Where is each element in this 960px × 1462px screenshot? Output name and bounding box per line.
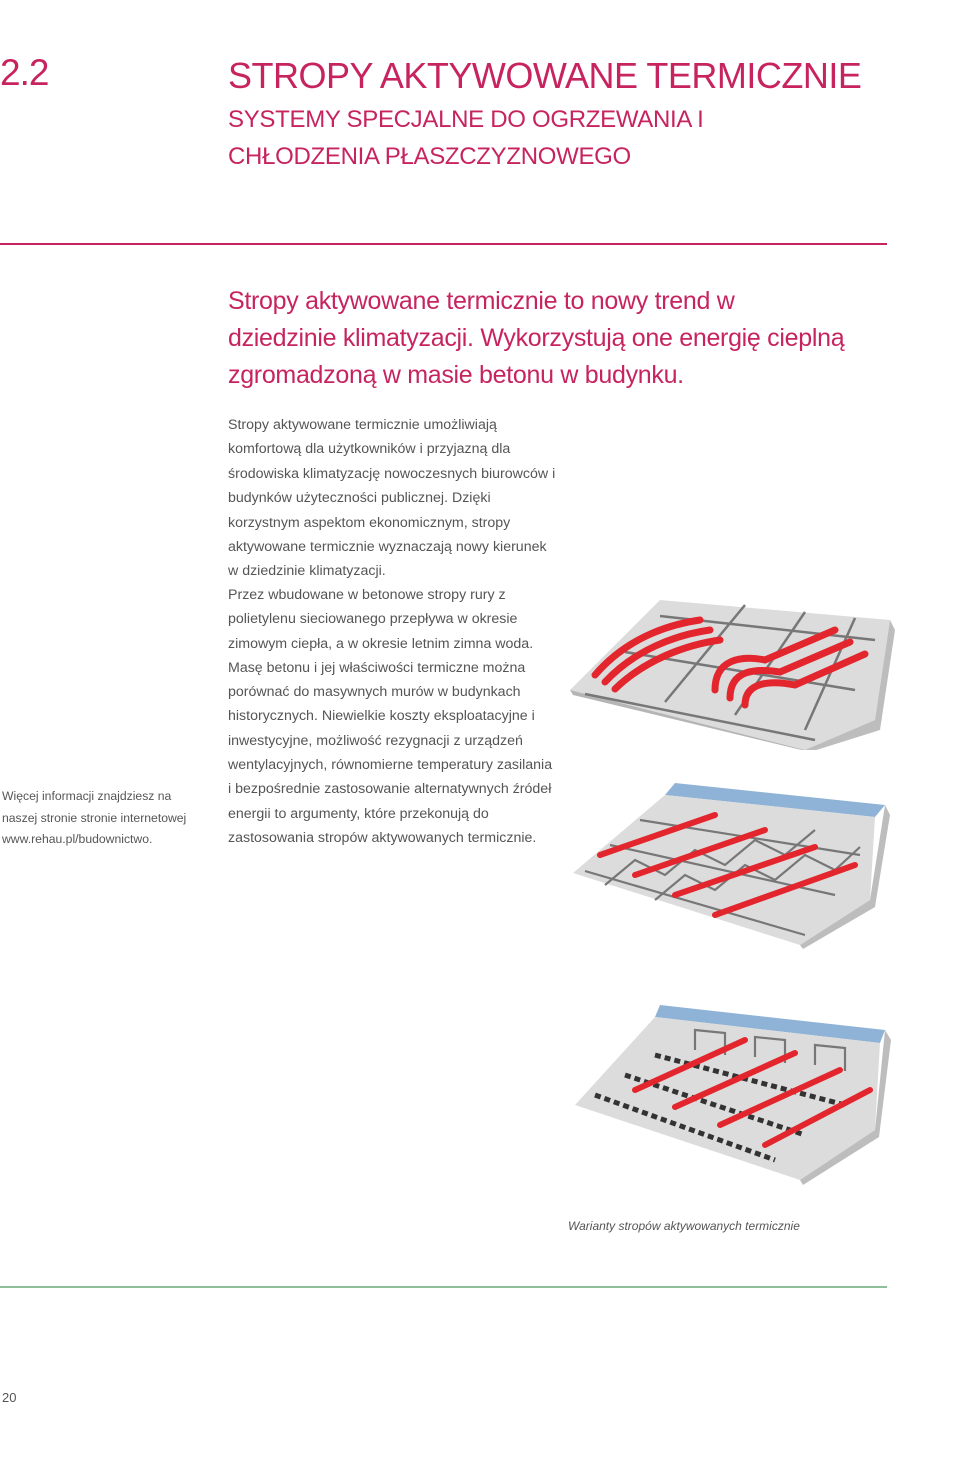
body-paragraph-1: Stropy aktywowane termicznie umożliwiają komfortową dla użytkowników i przyjazną dla środowiska klimatyzację nowoczesnych biurowców i budynków użyteczności publicznej. Dzięki korzystnym aspektom ekonomicznym, stropy aktywowane termicznie wyznaczają nowy kierunek w dziedzinie klimatyzacji. — [228, 417, 556, 580]
slab-illustration-2 — [565, 775, 895, 950]
page-number: 20 — [2, 1390, 17, 1405]
section-number: 2.2 — [0, 52, 49, 93]
lead-paragraph: Stropy aktywowane termicznie to nowy trend w dziedzinie klimatyzacji. Wykorzystują one energię cieplną zgromadzoną w masie betonu w budynku. — [228, 287, 845, 389]
body-paragraph-2: Przez wbudowane w betonowe stropy rury z polietylenu sieciowanego przepływa w okresie zimowym ciepła, a w okresie letnim zimna woda. Masę betonu i jej właściwości termiczne można porównać do masywnych murów w budynkach historycznych. Niewielkie koszty eksploatacyjne i inwestycyjne, możliwość rezygnacji z urządzeń wentylacyjnych, równomierne temperatury zasilania i bezpośrednie zastosowanie alternatywnych źródeł energii to argumenty, które przekonują do zastosowania stropów aktywowanych termicznie. — [228, 587, 553, 846]
footer-divider — [0, 1286, 887, 1288]
sidenote: Więcej informacji znajdziesz na naszej stronie stronie internetowej www.rehau.pl/budownictwo. — [2, 789, 187, 846]
header-divider — [0, 243, 887, 245]
page-title: STROPY AKTYWOWANE TERMICZNIE — [228, 55, 862, 96]
page-subtitle: SYSTEMY SPECJALNE DO OGRZEWANIA I CHŁODZENIA PŁASZCZYZNOWEGO — [228, 106, 704, 170]
slab-illustration-1 — [565, 590, 895, 750]
figure-caption: Warianty stropów aktywowanych termicznie — [568, 1219, 800, 1233]
slab-illustration-3 — [565, 995, 895, 1185]
